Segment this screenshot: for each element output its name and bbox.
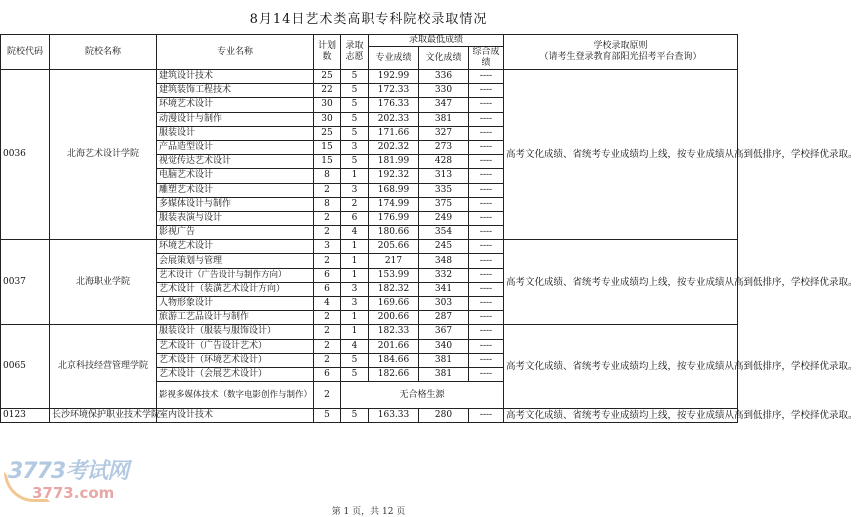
prof-score: 182.33 [369, 325, 419, 339]
composite-score: ---- [469, 325, 504, 339]
culture-score: 336 [419, 70, 469, 84]
composite-score: ---- [469, 183, 504, 197]
composite-score: ---- [469, 112, 504, 126]
major-name: 电脑艺术设计 [157, 169, 314, 183]
plan-count: 2 [314, 311, 341, 325]
header-prof: 专业成绩 [369, 47, 419, 70]
prof-score: 180.66 [369, 226, 419, 240]
culture-score: 354 [419, 226, 469, 240]
admission-principle: 高考文化成绩、省统考专业成绩均上线，按专业成绩从高到低排序，学校择优录取。 [504, 409, 738, 423]
volunteer: 4 [341, 226, 369, 240]
major-name: 人物形象设计 [157, 297, 314, 311]
culture-score: 347 [419, 98, 469, 112]
prof-score: 217 [369, 254, 419, 268]
plan-count: 2 [314, 382, 341, 409]
volunteer: 2 [341, 197, 369, 211]
prof-score: 192.99 [369, 70, 419, 84]
culture-score: 327 [419, 126, 469, 140]
composite-score: ---- [469, 268, 504, 282]
header-major: 专业名称 [157, 35, 314, 70]
volunteer: 3 [341, 140, 369, 154]
major-name: 影视多媒体技术（数字电影创作与制作） [157, 382, 314, 409]
culture-score: 348 [419, 254, 469, 268]
prof-score: 171.66 [369, 126, 419, 140]
prof-score: 172.33 [369, 84, 419, 98]
volunteer: 5 [341, 353, 369, 367]
no-source-note: 无合格生源 [341, 382, 504, 409]
plan-count: 3 [314, 240, 341, 254]
volunteer: 5 [341, 155, 369, 169]
prof-score: 169.66 [369, 297, 419, 311]
header-school: 院校名称 [50, 35, 157, 70]
header-culture: 文化成绩 [419, 47, 469, 70]
admission-principle: 高考文化成绩、省统考专业成绩均上线，按专业成绩从高到低排序，学校择优录取。 [504, 325, 738, 409]
plan-count: 2 [314, 211, 341, 225]
plan-count: 2 [314, 339, 341, 353]
culture-score: 428 [419, 155, 469, 169]
composite-score: ---- [469, 297, 504, 311]
composite-score: ---- [469, 169, 504, 183]
plan-count: 25 [314, 126, 341, 140]
plan-count: 6 [314, 282, 341, 296]
prof-score: 184.66 [369, 353, 419, 367]
composite-score: ---- [469, 339, 504, 353]
major-name: 服装设计 [157, 126, 314, 140]
prof-score: 201.66 [369, 339, 419, 353]
major-name: 建筑装饰工程技术 [157, 84, 314, 98]
prof-score: 168.99 [369, 183, 419, 197]
volunteer: 1 [341, 325, 369, 339]
volunteer: 5 [341, 367, 369, 381]
prof-score: 205.66 [369, 240, 419, 254]
prof-score: 153.99 [369, 268, 419, 282]
composite-score: ---- [469, 84, 504, 98]
plan-count: 25 [314, 70, 341, 84]
header-composite: 综合成绩 [469, 47, 504, 70]
culture-score: 249 [419, 211, 469, 225]
school-name: 北海职业学院 [50, 240, 157, 325]
major-name: 艺术设计（广告设计艺术） [157, 339, 314, 353]
volunteer: 5 [341, 409, 369, 423]
culture-score: 341 [419, 282, 469, 296]
composite-score: ---- [469, 409, 504, 423]
table-row [1, 325, 738, 339]
major-name: 产品造型设计 [157, 140, 314, 154]
header-principle-sub: （请考生登录教育部阳光招考平台查询） [539, 52, 702, 62]
volunteer: 1 [341, 311, 369, 325]
composite-score: ---- [469, 311, 504, 325]
plan-count: 6 [314, 268, 341, 282]
header-volunteer: 录取志愿 [341, 35, 369, 70]
composite-score: ---- [469, 140, 504, 154]
major-name: 多媒体设计与制作 [157, 197, 314, 211]
culture-score: 381 [419, 112, 469, 126]
prof-score: 176.99 [369, 211, 419, 225]
plan-count: 2 [314, 325, 341, 339]
school-code: 0065 [1, 325, 50, 409]
composite-score: ---- [469, 70, 504, 84]
volunteer: 4 [341, 339, 369, 353]
plan-count: 15 [314, 155, 341, 169]
volunteer: 1 [341, 254, 369, 268]
volunteer: 3 [341, 297, 369, 311]
composite-score: ---- [469, 367, 504, 381]
culture-score: 303 [419, 297, 469, 311]
admission-table [0, 34, 858, 423]
plan-count: 2 [314, 254, 341, 268]
composite-score: ---- [469, 126, 504, 140]
header-principle-title: 学校录取原则 [593, 41, 648, 51]
volunteer: 6 [341, 211, 369, 225]
volunteer: 1 [341, 169, 369, 183]
header-plan: 计划数 [314, 35, 341, 70]
volunteer: 5 [341, 98, 369, 112]
watermark-logo: 3773考试网 [8, 459, 129, 484]
culture-score: 313 [419, 169, 469, 183]
plan-count: 2 [314, 183, 341, 197]
watermark-swoosh-icon [4, 472, 50, 502]
prof-score: 202.33 [369, 112, 419, 126]
prof-score: 176.33 [369, 98, 419, 112]
plan-count: 30 [314, 98, 341, 112]
composite-score: ---- [469, 353, 504, 367]
composite-score: ---- [469, 197, 504, 211]
school-code: 0123 [1, 409, 50, 423]
plan-count: 8 [314, 197, 341, 211]
major-name: 服装设计（服装与服饰设计） [157, 325, 314, 339]
watermark [8, 454, 168, 510]
major-name: 艺术设计（装潢艺术设计方向） [157, 282, 314, 296]
plan-count: 5 [314, 409, 341, 423]
composite-score: ---- [469, 226, 504, 240]
plan-count: 30 [314, 112, 341, 126]
volunteer: 5 [341, 126, 369, 140]
culture-score: 375 [419, 197, 469, 211]
header-code: 院校代码 [1, 35, 50, 70]
school-code: 0037 [1, 240, 50, 325]
culture-score: 381 [419, 367, 469, 381]
plan-count: 2 [314, 226, 341, 240]
prof-score: 200.66 [369, 311, 419, 325]
composite-score: ---- [469, 98, 504, 112]
school-name: 北海艺术设计学院 [50, 70, 157, 240]
culture-score: 280 [419, 409, 469, 423]
prof-score: 202.32 [369, 140, 419, 154]
major-name: 影视广告 [157, 226, 314, 240]
culture-score: 340 [419, 339, 469, 353]
table-row [1, 70, 738, 84]
table-body [1, 70, 858, 423]
admission-principle: 高考文化成绩、省统考专业成绩均上线，按专业成绩从高到低排序，学校择优录取。 [504, 70, 738, 240]
plan-count: 8 [314, 169, 341, 183]
composite-score: ---- [469, 282, 504, 296]
table-row [1, 409, 738, 423]
major-name: 旅游工艺品设计与制作 [157, 311, 314, 325]
watermark-url: 3773.com [32, 484, 115, 502]
major-name: 艺术设计（会展艺术设计） [157, 367, 314, 381]
plan-count: 15 [314, 140, 341, 154]
culture-score: 287 [419, 311, 469, 325]
plan-count: 6 [314, 367, 341, 381]
table-row [1, 240, 738, 254]
major-name: 视觉传达艺术设计 [157, 155, 314, 169]
plan-count: 4 [314, 297, 341, 311]
major-name: 会展策划与管理 [157, 254, 314, 268]
school-name: 北京科技经营管理学院 [50, 325, 157, 409]
header-principle [504, 35, 738, 70]
prof-score: 181.99 [369, 155, 419, 169]
culture-score: 245 [419, 240, 469, 254]
volunteer: 1 [341, 240, 369, 254]
major-name: 艺术设计（广告设计与制作方向） [157, 268, 314, 282]
volunteer: 5 [341, 84, 369, 98]
major-name: 雕塑艺术设计 [157, 183, 314, 197]
major-name: 动漫设计与制作 [157, 112, 314, 126]
culture-score: 335 [419, 183, 469, 197]
school-name: 长沙环境保护职业技术学院 [50, 409, 157, 423]
school-code: 0036 [1, 70, 50, 240]
volunteer: 5 [341, 70, 369, 84]
culture-score: 273 [419, 140, 469, 154]
volunteer: 3 [341, 282, 369, 296]
volunteer: 5 [341, 112, 369, 126]
culture-score: 381 [419, 353, 469, 367]
prof-score: 182.66 [369, 367, 419, 381]
composite-score: ---- [469, 155, 504, 169]
culture-score: 367 [419, 325, 469, 339]
page-footer: 第 1 页，共 12 页 [331, 507, 406, 517]
major-name: 环境艺术设计 [157, 98, 314, 112]
prof-score: 182.32 [369, 282, 419, 296]
plan-count: 22 [314, 84, 341, 98]
header-min-score: 录取最低成绩 [369, 35, 504, 47]
composite-score: ---- [469, 211, 504, 225]
prof-score: 192.32 [369, 169, 419, 183]
culture-score: 332 [419, 268, 469, 282]
page-title: 8月14日艺术类高职专科院校录取情况 [249, 12, 488, 27]
plan-count: 2 [314, 353, 341, 367]
major-name: 建筑设计技术 [157, 70, 314, 84]
culture-score: 330 [419, 84, 469, 98]
composite-score: ---- [469, 240, 504, 254]
volunteer: 3 [341, 183, 369, 197]
admission-principle: 高考文化成绩、省统考专业成绩均上线，按专业成绩从高到低排序，学校择优录取。 [504, 240, 738, 325]
major-name: 环境艺术设计 [157, 240, 314, 254]
volunteer: 1 [341, 268, 369, 282]
major-name: 服装表演与设计 [157, 211, 314, 225]
major-name: 艺术设计（环境艺术设计） [157, 353, 314, 367]
major-name: 室内设计技术 [157, 409, 314, 423]
composite-score: ---- [469, 254, 504, 268]
prof-score: 163.33 [369, 409, 419, 423]
prof-score: 174.99 [369, 197, 419, 211]
